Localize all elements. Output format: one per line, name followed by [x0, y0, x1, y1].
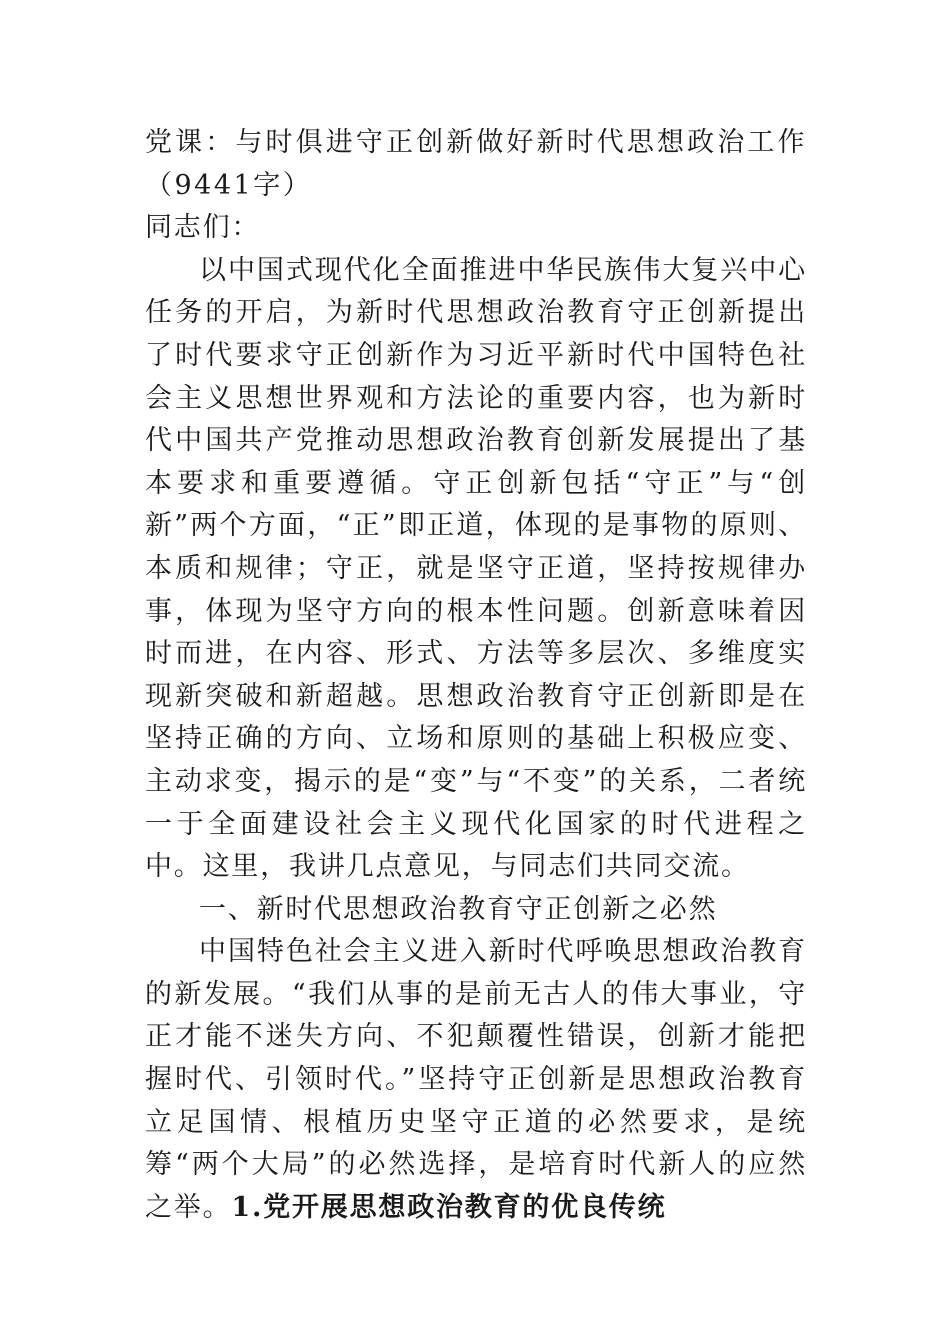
section-heading: 一、新时代思想政治教育守正创新之必然: [199, 893, 718, 925]
document-page: [145, 122, 807, 1229]
section-paragraph-text: 中国特色社会主义进入新时代呼唤思想政治教育的新发展。“我们从事的是前无古人的伟大事业，守正才能不迷失方向、不犯颠覆性错误，创新才能把握时代、引领时代。”坚持守正创新是思想政治教育立足国情、根植历史坚守正道的必然要求，是统筹“两个大局”的必然选择，是培育时代新人的应然之举。: [145, 936, 807, 1223]
salutation: 同志们：: [145, 212, 261, 244]
subheading: 1.党开展思想政治教育的优良传统: [231, 1191, 667, 1223]
section-paragraph: [145, 931, 807, 1229]
document-title: 党课：与时俱进守正创新做好新时代思想政治工作（9441字）: [145, 127, 807, 201]
body-paragraph: 以中国式现代化全面推进中华民族伟大复兴中心任务的开启，为新时代思想政治教育守正创新提出了时代要求守正创新作为习近平新时代中国特色社会主义思想世界观和方法论的重要内容，也为新时代中国共产党推动思想政治教育创新发展提出了基本要求和重要遵循。守正创新包括“守正”与“创新”两个方面，“正”即正道，体现的是事物的原则、本质和规律；守正，就是坚守正道，坚持按规律办事，体现为坚守方向的根本性问题。创新意味着因时而进，在内容、形式、方法等多层次、多维度实现新突破和新超越。思想政治教育守正创新即是在坚持正确的方向、立场和原则的基础上积极应变、主动求变，揭示的是“变”与“不变”的关系，二者统一于全面建设社会主义现代化国家的时代进程之中。这里，我讲几点意见，与同志们共同交流。: [145, 254, 807, 883]
